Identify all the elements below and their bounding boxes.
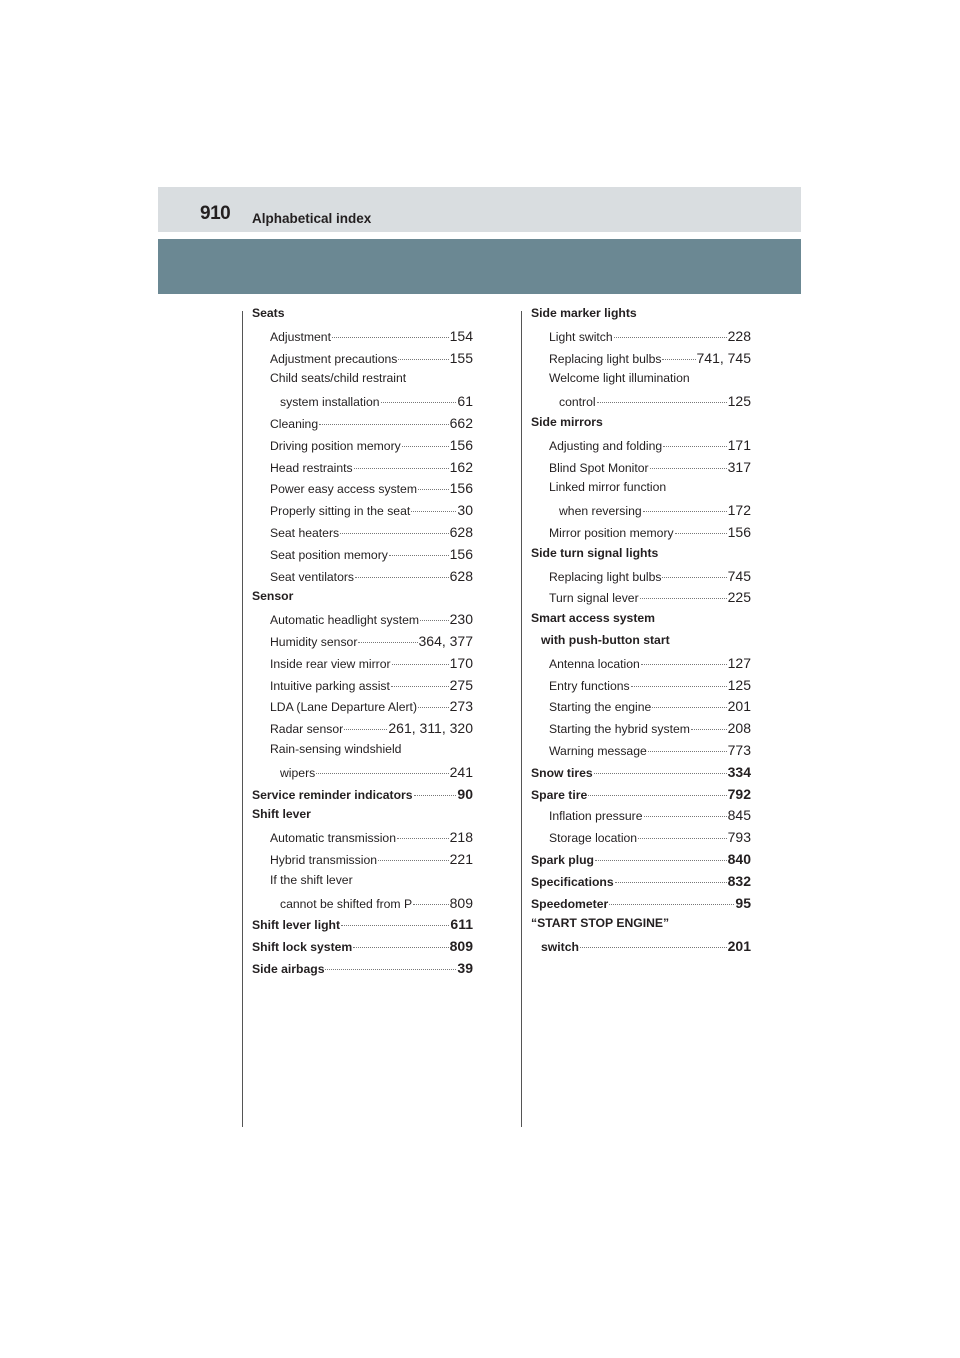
index-entry-term: Storage location <box>549 831 638 846</box>
dot-leader <box>341 913 449 926</box>
index-entry-page: 809 <box>449 938 473 955</box>
dot-leader <box>638 826 727 839</box>
dot-leader <box>691 717 727 730</box>
dot-leader <box>615 870 727 883</box>
dot-leader <box>344 717 387 730</box>
index-entry-page: 273 <box>449 698 473 715</box>
index-entry-term: Side turn signal lights <box>531 545 659 560</box>
dot-leader <box>358 630 417 643</box>
dot-leader <box>588 783 726 796</box>
dot-leader <box>381 390 457 403</box>
index-entry-term: Linked mirror function <box>549 480 667 495</box>
index-column-left <box>252 306 473 982</box>
index-entry-term: Shift lever light <box>252 918 341 933</box>
index-entry <box>531 350 751 372</box>
index-entry-term: If the shift lever <box>270 872 353 887</box>
index-entry-term: Sensor <box>252 589 294 604</box>
index-entry-term: switch <box>541 940 579 955</box>
index-entry-term: Side airbags <box>252 961 325 976</box>
index-entry-term: Hybrid transmission <box>270 852 378 867</box>
dot-leader <box>640 586 727 599</box>
index-entry-page: 793 <box>727 829 751 846</box>
index-entry-term: Intuitive parking assist <box>270 678 390 693</box>
index-entry-page: 745 <box>727 567 751 584</box>
index-entry-term: Child seats/child restraint <box>270 371 407 386</box>
index-entry-term: Light switch <box>549 329 613 344</box>
index-entry-term: Adjustment <box>270 329 331 344</box>
dot-leader <box>355 565 449 578</box>
index-entry-page: 832 <box>727 872 751 889</box>
index-entry-page: 225 <box>727 589 751 606</box>
dot-leader <box>648 739 727 752</box>
dot-leader <box>398 347 448 360</box>
dot-leader <box>316 761 448 774</box>
index-entry-term: Service reminder indicators <box>252 787 413 802</box>
index-entry <box>531 938 751 960</box>
header-bar <box>158 187 801 232</box>
dot-leader <box>597 390 727 403</box>
index-entry-page: 39 <box>457 959 473 976</box>
index-entry <box>531 524 751 546</box>
dot-leader <box>402 434 449 447</box>
dot-leader <box>411 499 456 512</box>
index-entry-term: Warning message <box>549 743 647 758</box>
index-entry-page: 364, 377 <box>418 632 473 649</box>
index-column-right <box>531 306 751 960</box>
left-column-rule <box>242 311 243 1127</box>
index-entry-term: wipers <box>280 765 316 780</box>
dot-leader <box>652 695 726 708</box>
index-entry <box>531 328 751 350</box>
dot-leader <box>650 456 727 469</box>
index-entry-page: 261, 311, 320 <box>388 720 473 737</box>
dot-leader <box>414 783 457 796</box>
index-entry-term: Seats <box>252 306 285 320</box>
section-band <box>158 239 801 294</box>
index-entry-term: Specifications <box>531 874 614 889</box>
page-title: Alphabetical index <box>252 211 372 226</box>
index-entry-term: LDA (Lane Departure Alert) <box>270 700 418 715</box>
dot-leader <box>354 456 449 469</box>
index-entry-page: 809 <box>449 894 473 911</box>
index-entry-page: 334 <box>727 763 751 780</box>
index-entry-term: Mirror position memory <box>549 525 674 540</box>
index-entry-term: Driving position memory <box>270 438 401 453</box>
index-entry <box>252 851 473 873</box>
dot-leader <box>594 761 727 774</box>
index-entry-page: 61 <box>457 393 473 410</box>
index-entry-page: 170 <box>449 654 473 671</box>
index-entry-term: Antenna location <box>549 656 640 671</box>
index-entry <box>252 786 473 808</box>
index-entry <box>252 568 473 590</box>
index-entry-page: 628 <box>449 567 473 584</box>
index-entry-term: Shift lever <box>252 807 311 822</box>
index-entry-term: Power easy access system <box>270 482 417 497</box>
index-entry-page: 171 <box>727 436 751 453</box>
dot-leader <box>340 521 449 534</box>
index-entry-term: Automatic headlight system <box>270 613 420 628</box>
index-entry-page: 155 <box>449 349 473 366</box>
index-entry-page: 840 <box>727 850 751 867</box>
index-entry-page: 125 <box>727 393 751 410</box>
index-entry-page: 317 <box>727 458 751 475</box>
dot-leader <box>353 935 448 948</box>
index-entry-term: Seat ventilators <box>270 569 355 584</box>
index-entry-term: Spark plug <box>531 852 594 867</box>
dot-leader <box>641 652 727 665</box>
index-entry-page: 201 <box>727 938 751 955</box>
dot-leader <box>643 499 727 512</box>
index-entry-term: Seat heaters <box>270 525 340 540</box>
dot-leader <box>325 957 456 970</box>
index-entry-page: 125 <box>727 676 751 693</box>
index-entry-page: 208 <box>727 720 751 737</box>
index-entry-page: 201 <box>727 698 751 715</box>
index-entry-term: Adjusting and folding <box>549 438 663 453</box>
index-entry <box>531 589 751 611</box>
dot-leader <box>675 521 727 534</box>
index-entry-term: Starting the engine <box>549 700 652 715</box>
dot-leader <box>420 608 449 621</box>
dot-leader <box>614 325 727 338</box>
index-entry-term: Blind Spot Monitor <box>549 460 649 475</box>
index-entry-page: 156 <box>449 545 473 562</box>
index-entry <box>531 895 751 917</box>
index-entry-page: 241 <box>449 763 473 780</box>
index-entry-term: with push-button start <box>541 632 670 647</box>
index-entry-term: Inside rear view mirror <box>270 656 391 671</box>
index-entry-page: 662 <box>449 414 473 431</box>
dot-leader <box>397 826 449 839</box>
index-entry-term: Side marker lights <box>531 306 637 320</box>
dot-leader <box>662 565 726 578</box>
dot-leader <box>392 652 449 665</box>
index-entry-page: 628 <box>449 523 473 540</box>
index-entry-page: 156 <box>449 480 473 497</box>
dot-leader <box>391 674 449 687</box>
dot-leader <box>413 892 449 905</box>
index-entry-term: Side mirrors <box>531 414 603 429</box>
index-entry-term: Radar sensor <box>270 722 344 737</box>
dot-leader <box>378 848 449 861</box>
index-entry-page: 156 <box>449 436 473 453</box>
index-entry <box>252 720 473 742</box>
index-entry-page: 127 <box>727 654 751 671</box>
index-entry-page: 221 <box>449 850 473 867</box>
index-entry-term: Smart access system <box>531 611 655 626</box>
index-entry <box>531 393 751 415</box>
index-entry-term: Seat position memory <box>270 547 388 562</box>
dot-leader <box>631 674 727 687</box>
index-entry-term: Humidity sensor <box>270 634 358 649</box>
index-entry-term: Snow tires <box>531 765 593 780</box>
index-entry-term: Starting the hybrid system <box>549 722 690 737</box>
index-entry-page: 90 <box>457 785 473 802</box>
index-entry-page: 154 <box>449 327 473 344</box>
index-entry <box>531 611 751 633</box>
dot-leader <box>609 892 734 905</box>
index-entry-term: Automatic transmission <box>270 831 396 846</box>
right-column-rule <box>521 311 522 1127</box>
index-entry <box>531 459 751 481</box>
index-entry-page: 611 <box>450 916 473 933</box>
dot-leader <box>332 325 449 338</box>
page-number: 910 <box>200 203 231 224</box>
dot-leader <box>389 543 449 556</box>
dot-leader <box>319 412 449 425</box>
index-entry-page: 792 <box>727 785 751 802</box>
index-entry-term: Properly sitting in the seat <box>270 504 411 519</box>
index-entry-term: cannot be shifted from P <box>280 896 413 911</box>
dot-leader <box>663 434 726 447</box>
index-entry-page: 30 <box>457 502 473 519</box>
index-entry-term: Rain-sensing windshield <box>270 741 402 756</box>
index-entry-term: Spare tire <box>531 787 588 802</box>
index-entry-page: 275 <box>449 676 473 693</box>
index-entry-term: Entry functions <box>549 678 630 693</box>
index-entry <box>252 960 473 982</box>
index-entry-term: control <box>559 395 596 410</box>
index-entry-page: 230 <box>449 611 473 628</box>
dot-leader <box>418 477 449 490</box>
index-entry-page: 162 <box>449 458 473 475</box>
index-entry-page: 172 <box>727 502 751 519</box>
index-entry-term: Welcome light illumination <box>549 371 690 386</box>
index-entry-term: Shift lock system <box>252 940 353 955</box>
index-entry <box>252 350 473 372</box>
index-entry-term: Inflation pressure <box>549 809 643 824</box>
index-entry-term: Replacing light bulbs <box>549 569 662 584</box>
index-entry-page: 773 <box>727 741 751 758</box>
dot-leader <box>644 804 727 817</box>
index-entry-page: 741, 745 <box>696 349 751 366</box>
index-entry-page: 228 <box>727 327 751 344</box>
index-entry-page: 218 <box>449 829 473 846</box>
index-entry-term: Turn signal lever <box>549 591 639 606</box>
dot-leader <box>662 347 695 360</box>
index-entry-term: Cleaning <box>270 416 319 431</box>
index-entry-page: 95 <box>735 894 751 911</box>
dot-leader <box>418 695 449 708</box>
index-entry-term: Adjustment precautions <box>270 351 398 366</box>
index-entry-term: Replacing light bulbs <box>549 351 662 366</box>
index-entry-term: “START STOP ENGINE” <box>531 916 670 931</box>
index-entry-term: when reversing <box>559 504 642 519</box>
index-entry-term: system installation <box>280 395 380 410</box>
index-entry-term: Speedometer <box>531 896 609 911</box>
index-entry-term: Head restraints <box>270 460 353 475</box>
dot-leader <box>580 935 727 948</box>
index-entry-page: 156 <box>727 523 751 540</box>
dot-leader <box>595 848 727 861</box>
index-entry-page: 845 <box>727 807 751 824</box>
